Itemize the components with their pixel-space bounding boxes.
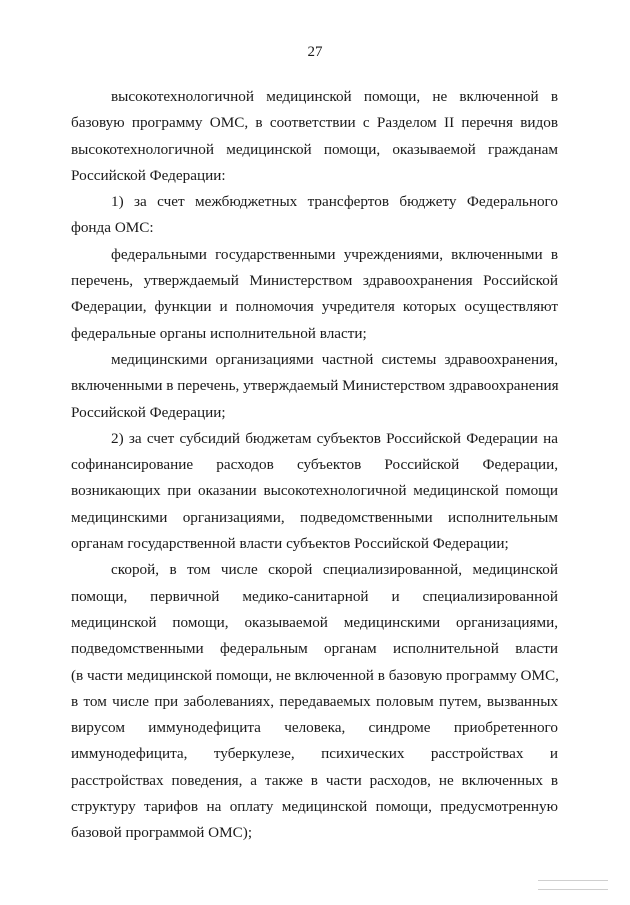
text-line: высокотехнологичной медицинской помощи, не включенной в [111,88,558,105]
text-line: подведомственными федеральным органам исполнительной власти [71,640,558,658]
text-line: медицинскими организациями частной системы здравоохранения, [111,350,558,368]
text-line: софинансирование расходов субъектов Российской Федерации, [71,456,558,474]
text-line: Российской Федерации: [71,166,226,184]
text-line: федеральные органы исполнительной власти; [71,324,367,342]
text-line: федеральными государственными учреждениями, включенными в [111,245,558,263]
text-line: возникающих при оказании высокотехнологичной медицинской помощи [71,482,558,500]
scan-edge-line [538,880,608,881]
text-line: иммунодефицита, туберкулезе, психических расстройствах и [71,745,558,763]
text-line: включенными в перечень, утверждаемый Министерством здравоохранения [71,377,559,395]
text-line: базовую программу ОМС, в соответствии с Разделом II перечня видов [71,114,558,132]
text-line: высокотехнологичной медицинской помощи, оказываемой гражданам [71,140,558,158]
text-line: 1) за счет межбюджетных трансфертов бюджету Федерального [111,193,558,211]
text-line: фонда ОМС: [71,219,154,237]
text-line: 2) за счет субсидий бюджетам субъектов Российской Федерации на [111,429,558,447]
text-line: Российской Федерации; [71,403,226,421]
text-line: помощи, первичной медико-санитарной и специализированной [71,587,558,605]
text-line: Федерации, функции и полномочия учредителя которых осуществляют [71,298,558,316]
text-line: расстройствах поведения, а также в части расходов, не включенных в [71,771,558,789]
body-text [71,84,558,847]
text-line: скорой, в том числе скорой специализированной, медицинской [111,561,558,579]
page-number: 27 [307,44,323,60]
text-line: медицинскими организациями, подведомственными исполнительным [71,508,558,526]
text-line: медицинской помощи, оказываемой медицинскими организациями, [71,613,558,631]
text-line: органам государственной власти субъектов Российской Федерации; [71,535,509,553]
text-line: вирусом иммунодефицита человека, синдроме приобретенного [71,719,558,737]
text-line: в том числе при заболеваниях, передаваемых половым путем, вызванных [71,692,558,710]
text-line: базовой программой ОМС); [71,824,253,842]
text-line: структуру тарифов на оплату медицинской помощи, предусмотренную [71,798,558,816]
text-line: (в части медицинской помощи, не включенной в базовую программу ОМС, [71,666,559,684]
text-line: перечень, утверждаемый Министерством здравоохранения Российской [71,272,558,290]
scan-edge-line [538,889,608,890]
